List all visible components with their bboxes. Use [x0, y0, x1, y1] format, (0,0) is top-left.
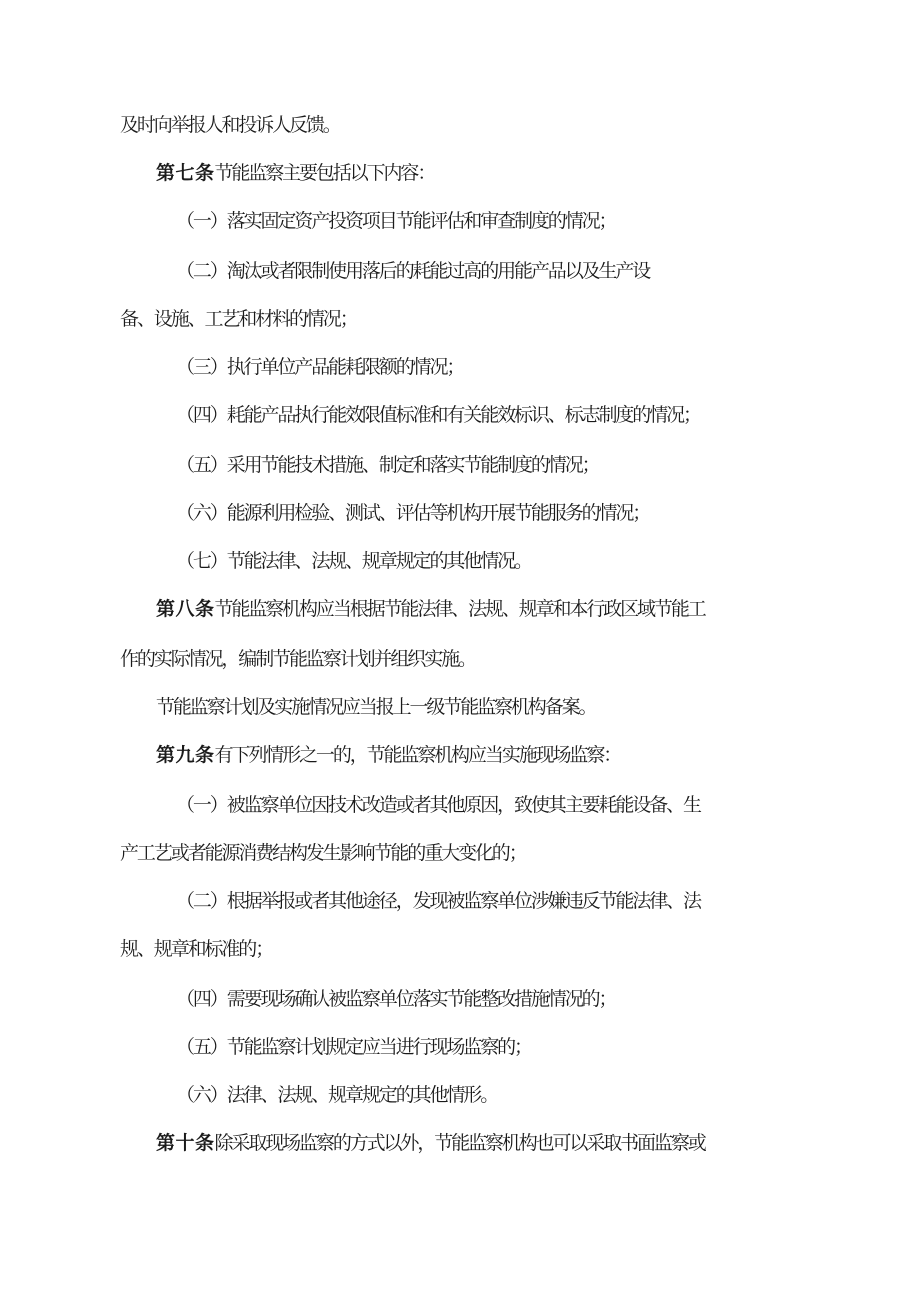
text-line — [120, 934, 920, 964]
line-text: 及时向举报人和投诉人反馈。 — [120, 114, 340, 136]
list-item — [176, 1080, 920, 1110]
text-line — [120, 644, 920, 674]
list-item — [176, 256, 920, 286]
line-text: 规、规章和标准的； — [120, 938, 273, 960]
line-text: 产工艺或者能源消费结构发生影响节能的重大变化的； — [120, 842, 526, 864]
list-item — [176, 790, 920, 820]
article-number: 第九条 — [156, 744, 215, 766]
list-item — [176, 498, 920, 528]
article-line — [156, 1128, 920, 1158]
list-item — [176, 546, 920, 576]
list-item — [176, 352, 920, 382]
line-text: （一）落实固定资产投资项目节能评估和审查制度的情况； — [176, 210, 616, 232]
article-line — [156, 158, 920, 188]
line-text: 节能监察机构应当根据节能法律、法规、规章和本行政区域节能工 — [214, 598, 705, 620]
text-line — [120, 304, 920, 334]
line-text: 除采取现场监察的方式以外，节能监察机构也可以采取书面监察或 — [214, 1132, 705, 1154]
text-line — [156, 692, 920, 722]
list-item — [176, 400, 920, 430]
list-item — [176, 886, 920, 916]
line-text: （六）法律、法规、规章规定的其他情形。 — [176, 1084, 498, 1106]
line-text: （三）执行单位产品能耗限额的情况； — [176, 356, 464, 378]
list-item — [176, 984, 920, 1014]
article-line — [156, 740, 920, 770]
text-line — [120, 838, 920, 868]
line-text: （二）根据举报或者其他途径，发现被监察单位涉嫌违反节能法律、法 — [176, 890, 700, 912]
line-text: （五）节能监察计划规定应当进行现场监察的； — [176, 1036, 531, 1058]
line-text: （五）采用节能技术措施、制定和落实节能制度的情况； — [176, 454, 599, 476]
line-text: （二）淘汰或者限制使用落后的耗能过高的用能产品以及生产设 — [176, 260, 650, 282]
line-text: （七）节能法律、法规、规章规定的其他情况。 — [176, 550, 531, 572]
article-line — [156, 594, 920, 624]
line-text: （四）需要现场确认被监察单位落实节能整改措施情况的； — [176, 988, 616, 1010]
line-text: 节能监察主要包括以下内容： — [214, 162, 435, 184]
article-number: 第十条 — [156, 1132, 215, 1154]
text-line — [120, 110, 920, 140]
line-text: （四）耗能产品执行能效限值标准和有关能效标识、标志制度的情况； — [176, 404, 700, 426]
article-number: 第八条 — [156, 598, 215, 620]
list-item — [176, 450, 920, 480]
list-item — [176, 1032, 920, 1062]
line-text: （一）被监察单位因技术改造或者其他原因，致使其主要耗能设备、生 — [176, 794, 700, 816]
line-text: 节能监察计划及实施情况应当报上一级节能监察机构备案。 — [156, 696, 596, 718]
line-text: 作的实际情况，编制节能监察计划并组织实施。 — [120, 648, 475, 670]
line-text: 有下列情形之一的，节能监察机构应当实施现场监察： — [214, 744, 621, 766]
line-text: （六）能源利用检验、测试、评估等机构开展节能服务的情况； — [176, 502, 650, 524]
list-item — [176, 206, 920, 236]
line-text: 备、设施、工艺和材料的情况； — [120, 308, 357, 330]
article-number: 第七条 — [156, 162, 215, 184]
